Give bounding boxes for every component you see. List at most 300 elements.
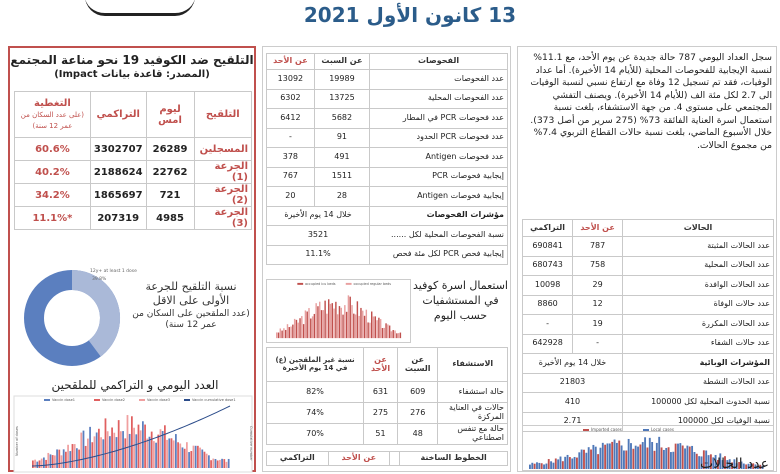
row-saturday: 5682: [314, 109, 369, 129]
table-header-row: [523, 220, 774, 237]
chart-bar: [550, 461, 552, 469]
table-row: [267, 148, 508, 168]
row-label: عدد الحالات المحلية: [623, 256, 774, 276]
chart-bar: [162, 431, 164, 468]
col-header-cumulative: التراكمي: [90, 92, 146, 138]
table-row: [523, 237, 774, 257]
row-sunday: 6412: [267, 109, 315, 129]
vaccination-panel: [8, 46, 256, 472]
col-header-blank: [389, 452, 399, 466]
col-header-saturday: عن السبت: [314, 54, 369, 70]
chart-bar: [182, 447, 184, 468]
chart-bar: [118, 420, 120, 468]
chart-bar: [585, 453, 587, 469]
coverage-donut-block: [14, 258, 252, 378]
chart-bar: [149, 437, 151, 468]
chart-bar: [122, 431, 124, 468]
chart-bar: [689, 447, 691, 469]
table-row: [523, 354, 774, 374]
vaccination-source: (المصدر: قاعدة بيانات Impact): [54, 69, 210, 80]
chart-bar: [326, 314, 327, 338]
chart-bar: [113, 433, 115, 468]
table-row: [267, 403, 508, 424]
chart-bar: [548, 459, 550, 469]
hospital-bars: [276, 295, 401, 338]
row-saturday: 48: [397, 424, 437, 445]
chart-bar: [285, 330, 286, 338]
chart-bar: [201, 449, 203, 468]
chart-bar: [212, 459, 214, 468]
chart-bar: [658, 437, 660, 469]
donut-dose1-slice: [72, 280, 110, 348]
legend-dose1: Vaccin dose1: [52, 398, 75, 402]
chart-bar: [58, 450, 60, 468]
chart-bar: [600, 448, 602, 469]
chart-bar: [61, 455, 63, 468]
chart-bar: [105, 418, 107, 468]
chart-bar: [226, 462, 228, 468]
chart-bar: [98, 429, 100, 468]
chart-bar: [571, 458, 573, 469]
row-yesterday: 4985: [146, 207, 194, 230]
chart-bar: [45, 460, 47, 468]
chart-bar: [576, 458, 578, 469]
chart-bar: [536, 462, 538, 469]
chart-bar: [614, 440, 616, 469]
col-header-sunday: عن الأحد: [364, 348, 398, 382]
row-sunday: 787: [573, 237, 623, 257]
chart-bar: [43, 457, 45, 468]
table-row: [267, 109, 508, 129]
chart-bar: [637, 447, 639, 469]
chart-bar: [87, 439, 89, 468]
row-coverage: 60.6%: [15, 138, 91, 161]
row-cumulative: 8860: [523, 295, 573, 315]
chart-bar: [597, 454, 599, 469]
col-header-cumulative: التراكمي: [267, 452, 329, 466]
row-label: عدد فحوصات PCR الحدود: [370, 128, 508, 148]
vaccination-title: التلقيح ضد الكوفيد 19 نحو مناعة المجتمع: [10, 53, 254, 67]
chart-bar: [56, 449, 58, 468]
chart-bar: [541, 463, 543, 469]
col-header-sunday: عن الأحد: [573, 220, 623, 237]
chart-bar: [308, 308, 309, 338]
donut-legend: 12y+ at least 1 dose: [90, 269, 137, 274]
chart-bar: [588, 447, 590, 469]
chart-bar: [375, 316, 376, 338]
chart-bar: [166, 440, 168, 468]
chart-bar: [677, 444, 679, 469]
chart-bar: [396, 333, 397, 338]
chart-bar: [595, 447, 597, 469]
chart-bar: [287, 324, 288, 338]
chart-bar: [562, 461, 564, 469]
chart-bar: [281, 331, 282, 339]
row-label: عدد حالات الشفاء: [623, 334, 774, 354]
chart-bar: [206, 454, 208, 468]
donut-caption-sub: (عدد الملقحين على السكان من عمر 12 سنة): [132, 308, 250, 331]
chart-bar: [276, 332, 277, 338]
chart-bar: [654, 451, 656, 469]
report-date: 13 كانون الأول 2021: [303, 3, 517, 27]
chart-bar: [315, 303, 316, 338]
chart-bar: [69, 451, 71, 468]
chart-bar: [534, 464, 536, 469]
chart-bar: [100, 437, 102, 468]
chart-bar: [630, 443, 632, 469]
col-header-unvaccinated: نسبة غير الملقحين (ع) في 14 يوم الأخيرة: [267, 348, 364, 382]
chart-bar: [574, 457, 576, 469]
row-cumulative: 680743: [523, 256, 573, 276]
row-label: حالة استشفاء: [438, 382, 508, 403]
row-label: نسبة الحدوث المحلية لكل 100000: [623, 393, 774, 413]
chart-bar: [679, 443, 681, 469]
row-label: إيجابية فحوصات Antigen: [370, 187, 508, 207]
chart-bar: [124, 438, 126, 468]
table-row: [523, 295, 774, 315]
chart-bar: [341, 308, 342, 338]
chart-bar: [193, 446, 195, 468]
table-row: [523, 393, 774, 413]
chart-bar: [656, 443, 658, 469]
row-value: 2.71: [523, 412, 623, 432]
row-sunday: 29: [573, 276, 623, 296]
legend-icu: occupied icu beds: [305, 281, 336, 286]
row-label: عدد الحالات المكررة: [623, 315, 774, 335]
chart-bar: [663, 450, 665, 469]
chart-bar: [94, 436, 96, 468]
table-row: [523, 373, 774, 393]
chart-bar: [696, 454, 698, 469]
legend-dose2: Vaccin dose2: [102, 398, 125, 402]
chart-ylabel: Number of doses: [15, 426, 19, 456]
chart-bar: [373, 316, 374, 338]
table-row: [267, 226, 508, 246]
table-row: [267, 245, 508, 265]
row-saturday: 609: [397, 382, 437, 403]
legend-dose3: Vaccin dose3: [147, 398, 170, 402]
chart-bar: [151, 432, 153, 468]
row-cumulative: 3302707: [90, 138, 146, 161]
chart-bar: [371, 312, 372, 339]
row-label: حالات في العناية المركزة: [438, 403, 508, 424]
chart-bar: [296, 320, 297, 338]
coverage-donut-chart: [14, 258, 137, 378]
chart-bar: [642, 442, 644, 469]
chart-bar: [364, 316, 365, 338]
row-label: الجرعة (2): [194, 184, 252, 207]
row-sunday: -: [573, 334, 623, 354]
chart-bar: [155, 443, 157, 468]
chart-bar: [72, 444, 74, 468]
chart-bar: [602, 443, 604, 469]
chart-bar: [39, 460, 41, 468]
chart-bar: [553, 463, 555, 469]
chart-bar: [129, 434, 131, 468]
indicators-period: خلال 14 يوم الأخيرة: [523, 354, 623, 374]
row-yesterday: 22762: [146, 161, 194, 184]
chart-bar: [168, 438, 170, 468]
chart-bar: [305, 310, 306, 338]
chart-bar: [135, 434, 137, 468]
chart-bar: [342, 315, 343, 338]
chart-bar: [142, 421, 144, 468]
table-header-row: [267, 348, 508, 382]
chart-bar: [670, 452, 672, 469]
chart-bar: [328, 299, 329, 338]
chart-bar: [294, 319, 295, 338]
chart-bar: [89, 427, 91, 468]
col-header-sunday: عن الأحد: [267, 54, 315, 70]
chart-bar: [378, 318, 379, 338]
hospitalization-table: [266, 347, 508, 445]
row-cumulative: 10098: [523, 276, 573, 296]
row-value: 21803: [523, 373, 623, 393]
col-header-coverage: [15, 92, 91, 138]
row-sunday: 631: [364, 382, 398, 403]
chart-bar: [560, 457, 562, 469]
tests-table: [266, 53, 508, 265]
row-coverage: 40.2%: [15, 161, 91, 184]
chart-bar: [393, 330, 394, 338]
chart-bar: [171, 438, 173, 468]
row-label: عدد الحالات النشطة: [623, 373, 774, 393]
row-sunday: 12: [573, 295, 623, 315]
chart-bar: [346, 312, 347, 338]
vaccination-table: [14, 91, 252, 230]
daily-vaccination-chart: [14, 396, 252, 472]
chart-bar: [569, 457, 571, 469]
chart-bar: [682, 446, 684, 469]
row-cumulative: 1865697: [90, 184, 146, 207]
row-pct: 70%: [267, 424, 364, 445]
table-row: [267, 167, 508, 187]
chart-bar: [324, 301, 325, 338]
chart-bar: [314, 314, 315, 338]
chart-bar: [83, 431, 85, 468]
row-label: عدد فحوصات PCR في المطار: [370, 109, 508, 129]
chart-bar: [292, 325, 293, 339]
cases-chart-block: [522, 425, 774, 471]
cases-table: [522, 219, 774, 432]
chart-bar: [146, 439, 148, 468]
donut-value-label: 39.8%: [92, 277, 107, 282]
indicators-header: المؤشرات الوبائية: [623, 354, 774, 374]
row-label: عدد الحالات المثبتة: [623, 237, 774, 257]
chart-bar: [215, 459, 217, 468]
chart-bar: [557, 459, 559, 469]
chart-bar: [332, 303, 333, 338]
table-row: [15, 207, 252, 230]
table-row: [267, 187, 508, 207]
row-sunday: 767: [267, 167, 315, 187]
chart-bar: [74, 444, 76, 468]
chart-bar: [164, 425, 166, 468]
row-sunday: 51: [364, 424, 398, 445]
indicators-header: مؤشرات الفحوصات: [370, 206, 508, 226]
chart-bar: [299, 318, 300, 338]
row-saturday: 13725: [314, 89, 369, 109]
chart-bar: [116, 437, 118, 468]
chart-bar: [628, 439, 630, 469]
chart-bar: [647, 448, 649, 469]
chart-bar: [382, 328, 383, 338]
chart-bar: [529, 465, 531, 469]
table-row: [267, 70, 508, 90]
chart-bar: [127, 415, 129, 468]
chart-bar: [609, 443, 611, 469]
chart-bar: [179, 444, 181, 468]
ministry-logo-icon: [85, 0, 195, 16]
chart-bar: [400, 333, 401, 339]
chart-bar: [330, 304, 331, 338]
row-cumulative: 207319: [90, 207, 146, 230]
chart-bar: [357, 301, 358, 338]
chart-bar: [355, 314, 356, 338]
chart-bar: [278, 333, 279, 339]
col-header-vaccination: التلقيح: [194, 92, 252, 138]
chart-bar: [317, 306, 318, 338]
chart-bar: [67, 445, 69, 468]
chart-bar: [555, 458, 557, 469]
chart-bar: [353, 314, 354, 338]
cases-panel: [517, 46, 777, 472]
row-label: عدد فحوصات Antigen: [370, 148, 508, 168]
table-row: [15, 138, 252, 161]
chart-bar: [398, 333, 399, 338]
col-header-hospitalization: الاستشفاء: [438, 348, 508, 382]
chart-bar: [661, 447, 663, 469]
chart-bar: [175, 434, 177, 468]
table-row: [15, 184, 252, 207]
chart-bar: [223, 459, 225, 468]
row-cumulative: -: [523, 315, 573, 335]
legend-imported: Imported cases: [591, 427, 622, 432]
chart-bar: [668, 447, 670, 469]
chart-bar: [625, 450, 627, 469]
chart-bar: [133, 428, 135, 468]
col-header-tests: الفحوصات: [370, 54, 508, 70]
indicators-period: خلال 14 يوم الأخيرة: [267, 206, 370, 226]
chart-bar: [389, 326, 390, 339]
col-header-saturday: عن السبت: [397, 348, 437, 382]
row-label: نسبة الفحوصات المحلية لكل ......: [370, 226, 508, 246]
chart-bar: [283, 328, 284, 338]
vaccination-title-block: [10, 48, 254, 88]
chart-bar: [583, 450, 585, 469]
chart-bar: [644, 437, 646, 469]
donut-caption-main: نسبة التلقيح للجرعة الأولى على الاقل: [145, 280, 237, 308]
chart-bar: [138, 425, 140, 468]
chart-bar: [367, 322, 368, 338]
chart-bar: [604, 445, 606, 469]
table-row: [523, 276, 774, 296]
chart-bar: [675, 444, 677, 469]
row-pct: 74%: [267, 403, 364, 424]
row-yesterday: 721: [146, 184, 194, 207]
table-row: [523, 334, 774, 354]
col-header-sunday: عن الأحد: [328, 452, 389, 466]
chart-bar: [160, 429, 162, 468]
row-value: 11.1%: [267, 245, 370, 265]
chart-bar: [543, 464, 545, 469]
row-sunday: 20: [267, 187, 315, 207]
chart-bar: [221, 459, 223, 468]
row-label: عدد الفحوصات: [370, 70, 508, 90]
table-row: [15, 161, 252, 184]
table-row: [267, 89, 508, 109]
chart-bar: [362, 311, 363, 338]
chart-bar: [210, 460, 212, 468]
chart-bar: [564, 457, 566, 469]
row-label: إيجابية فحص PCR لكل مئة فحص: [370, 245, 508, 265]
row-cumulative: 642928: [523, 334, 573, 354]
row-label: نسبة الوفيات لكل 100000: [623, 412, 774, 432]
table-row: [267, 128, 508, 148]
chart-bar: [672, 452, 674, 469]
chart-bar: [54, 455, 56, 468]
row-cumulative: 2188624: [90, 161, 146, 184]
hospital-beds-chart: [266, 279, 411, 343]
chart-bar: [50, 454, 52, 468]
chart-bar: [684, 448, 686, 469]
table-row: [267, 382, 508, 403]
row-saturday: 28: [314, 187, 369, 207]
chart-bar: [208, 455, 210, 468]
chart-bar: [188, 452, 190, 468]
row-label: عدد حالات الوفاة: [623, 295, 774, 315]
chart-bar: [173, 440, 175, 468]
chart-bar: [621, 445, 623, 469]
chart-bar: [65, 452, 67, 468]
chart-bar: [618, 441, 620, 469]
chart-bar: [303, 324, 304, 338]
chart-bar: [321, 310, 322, 338]
table-header-row: [15, 92, 252, 138]
chart-bar: [337, 314, 338, 338]
hotlines-table: [266, 451, 508, 466]
chart-bar: [376, 320, 377, 338]
chart-bar: [80, 433, 82, 468]
chart-bar: [394, 330, 395, 338]
col-header-yesterday: ليوم امس: [146, 92, 194, 138]
daily-vaccination-caption: العدد اليومي و التراكمي للملقحين: [51, 378, 219, 392]
chart-bar: [52, 455, 54, 468]
chart-bar: [639, 444, 641, 469]
chart-bar: [391, 331, 392, 338]
coverage-donut-caption: [132, 280, 250, 332]
row-label: المسجلين: [194, 138, 252, 161]
row-label: إيجابية فحوصات PCR: [370, 167, 508, 187]
chart-bar: [177, 442, 179, 468]
col-header-hotlines: الخطوط الساخنة: [400, 452, 508, 466]
chart-bar: [319, 302, 320, 338]
chart-bar: [623, 450, 625, 469]
row-saturday: 91: [314, 128, 369, 148]
chart-bar: [111, 427, 113, 468]
chart-bar: [385, 323, 386, 338]
chart-bar: [290, 327, 291, 339]
chart-bar: [349, 297, 350, 338]
chart-bar: [567, 455, 569, 469]
chart-bar: [76, 448, 78, 468]
chart-bar: [47, 453, 49, 468]
chart-bar: [611, 442, 613, 469]
chart-bar: [41, 459, 43, 468]
chart-bar: [333, 309, 334, 339]
col-header-cumulative: التراكمي: [523, 220, 573, 237]
chart-bar: [538, 463, 540, 469]
